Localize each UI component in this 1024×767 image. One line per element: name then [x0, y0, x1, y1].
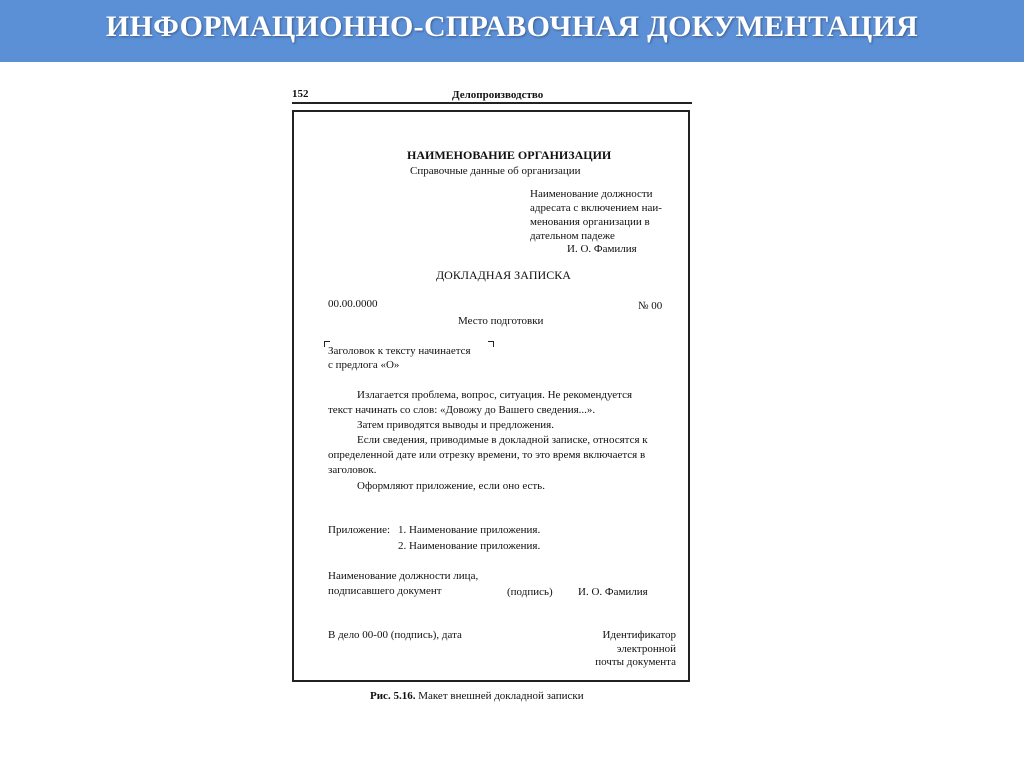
- attachment-item: 2. Наименование приложения.: [398, 540, 541, 552]
- body-line: заголовок.: [328, 464, 377, 476]
- org-name: НАИМЕНОВАНИЕ ОРГАНИЗАЦИИ: [407, 148, 612, 162]
- body-line: Оформляют приложение, если оно есть.: [357, 480, 545, 492]
- heading-line: с предлога «О»: [328, 359, 400, 371]
- email-id-line: почты документа: [595, 656, 676, 668]
- caption-label: Рис. 5.16.: [370, 690, 416, 702]
- signer-name: И. О. Фамилия: [578, 586, 648, 598]
- body-line: Излагается проблема, вопрос, ситуация. Не рекомендуется: [357, 389, 633, 401]
- page-number: 152: [292, 88, 309, 100]
- heading-line: Заголовок к тексту начинается: [328, 345, 471, 357]
- signer-position: подписавшего документ: [328, 585, 442, 597]
- addressee-line: менования организации в: [530, 216, 650, 228]
- addressee-line: дательном падеже: [530, 230, 615, 242]
- doc-type: ДОКЛАДНАЯ ЗАПИСКА: [436, 268, 571, 282]
- title-banner: [0, 0, 1024, 62]
- email-id-line: Идентификатор: [602, 629, 676, 641]
- attachment-label: Приложение:: [328, 524, 391, 536]
- addressee-line: Наименование должности: [530, 188, 653, 200]
- body-line: определенной дате или отрезку времени, то это время включается в: [328, 449, 646, 461]
- place: Место подготовки: [458, 315, 544, 327]
- email-id-line: электронной: [616, 643, 676, 655]
- attachment-item: 1. Наименование приложения.: [398, 524, 541, 536]
- org-info: Справочные данные об организации: [410, 165, 581, 177]
- file-note: В дело 00-00 (подпись), дата: [328, 629, 462, 641]
- addressee-line: адресата с включением наи-: [530, 202, 662, 214]
- corner-mark: [488, 341, 494, 347]
- body-line: Если сведения, приводимые в докладной записке, относятся к: [357, 434, 648, 446]
- body-line: текст начинать со слов: «Довожу до Вашего сведения...».: [328, 404, 596, 416]
- slide-title: ИНФОРМАЦИОННО-СПРАВОЧНАЯ ДОКУМЕНТАЦИЯ: [105, 10, 919, 43]
- caption-text: Макет внешней докладной записки: [418, 690, 584, 702]
- signer-position: Наименование должности лица,: [328, 570, 479, 582]
- running-head: Делопроизводство: [452, 89, 544, 101]
- figure-caption: [370, 689, 584, 703]
- signature-placeholder: (подпись): [507, 586, 553, 598]
- body-line: Затем приводятся выводы и предложения.: [357, 419, 554, 431]
- addressee-name: И. О. Фамилия: [567, 243, 637, 255]
- header-rule: [292, 102, 692, 104]
- doc-number: № 00: [638, 300, 663, 312]
- doc-date: 00.00.0000: [328, 298, 378, 310]
